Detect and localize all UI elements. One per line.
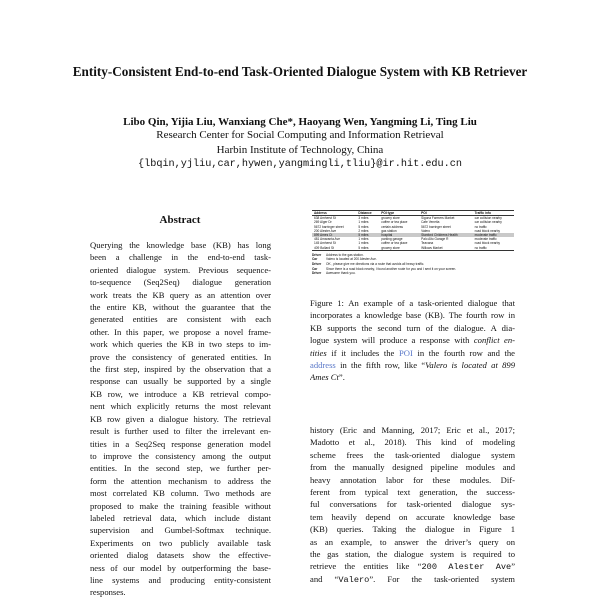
- caption-segment: address: [310, 360, 336, 371]
- caption-line: [310, 371, 515, 383]
- figure-caption: [310, 297, 515, 384]
- body-segment: retrieve the entities like “: [310, 561, 422, 572]
- abstract-line: Experiments on two publicly available task: [90, 537, 271, 548]
- dialogue-speaker: Driver: [312, 271, 322, 276]
- body-segment: (KB) queries. Taking the dialogue in Figure 1: [310, 524, 515, 535]
- kb-cell: certain address: [381, 224, 404, 229]
- kb-cell: 2 miles: [358, 228, 369, 233]
- abstract-line: response can usually be supported by a single: [90, 376, 271, 387]
- body-segment: heavy annotation labor for these modules. Dif-: [310, 474, 515, 485]
- kb-cell: 145 Amherst St: [314, 241, 336, 246]
- dialogue-utterance: Valero is located at 200 Alester Ave.: [326, 257, 377, 262]
- abstract-line: oriented dialogue system. Previous sequence-: [90, 264, 271, 275]
- kb-cell: 200 Alester Ave: [314, 228, 337, 233]
- dialogue-speaker: Driver: [312, 262, 322, 267]
- caption-segment: incorporates a knowledge base (KB). The fourth row in: [310, 310, 515, 321]
- kb-cell: Sigona Farmers Market: [421, 216, 455, 221]
- body-segment: ferent from typical text generation, the success-: [310, 487, 515, 498]
- abstract-line: to improve the consistency among the output: [90, 450, 271, 461]
- body-segment: history (Eric and Manning, 2017; Eric et al., 2017;: [310, 425, 515, 435]
- caption-segment: Ames Ct: [310, 372, 339, 383]
- kb-cell: hospital: [379, 233, 419, 237]
- kb-cell: Willows Market: [419, 246, 473, 251]
- kb-cell: 481 Amaranta Ave: [314, 237, 340, 242]
- kb-cell: 5672 barringer street: [421, 224, 451, 229]
- body-line: [310, 436, 515, 448]
- kb-cell: Valero: [421, 228, 431, 233]
- caption-segment: if it includes the: [326, 347, 399, 358]
- kb-cell: Stanford Childrens Health: [419, 233, 473, 237]
- kb-cell: 3 miles: [358, 216, 369, 221]
- caption-line: [310, 322, 515, 334]
- body-segment: and “: [310, 573, 339, 584]
- caption-segment: ”.: [338, 372, 345, 383]
- dialogue-speaker: Car: [312, 266, 318, 271]
- kb-cell: grocery store: [379, 246, 419, 251]
- abstract-line: work treats the KB query as an attention over: [90, 289, 271, 300]
- kb-cell: 1 miles: [358, 220, 369, 225]
- body-segment: ful conversations for task-oriented dialogue sys-: [310, 499, 515, 510]
- body-segment: the gas station, the dialogue system is required to: [310, 549, 515, 560]
- kb-cell: car collision nearby: [474, 220, 502, 225]
- caption-segment: conflict en-: [473, 335, 515, 346]
- body-line: [310, 486, 515, 498]
- kb-cell: 899 Ames Ct: [312, 233, 356, 237]
- kb-cell: 409 Bollard St: [312, 246, 356, 251]
- affiliation-line-1: Research Center for Social Computing and Information Retrieval: [156, 129, 444, 141]
- kb-cell: gas station: [381, 228, 397, 233]
- kb-cell: road block nearby: [474, 228, 500, 233]
- abstract-line: supervision and Gumbel-Softmax technique.: [90, 525, 271, 536]
- body-segment: ”. For the task-oriented system: [369, 573, 515, 584]
- kb-column-header: Address: [312, 211, 356, 216]
- abstract-line: line systems and producing entity-consistent: [90, 574, 271, 585]
- kb-cell: no traffic: [473, 246, 514, 251]
- abstract-line: ness of our model by outperforming the base-: [90, 562, 271, 573]
- body-segment: Valero: [338, 574, 370, 585]
- caption-segment: Valero is located at 899: [425, 360, 515, 371]
- abstract-line: the first step, inspired by the observation that a: [90, 364, 271, 375]
- kb-column-header: POI type: [379, 211, 419, 216]
- kb-cell: Teavana: [421, 241, 434, 246]
- caption-line: [310, 309, 515, 321]
- figure-1: [312, 210, 514, 281]
- kb-cell: moderate traffic: [473, 233, 514, 237]
- caption-segment: logue system will produce a response with: [310, 335, 474, 346]
- kb-column-header: POI: [419, 211, 473, 216]
- dialogue-utterance: Address to the gas station.: [326, 252, 364, 257]
- abstract-heading: Abstract: [159, 214, 201, 226]
- kb-cell: 1 miles: [358, 241, 369, 246]
- kb-cell: Palo Alto Garage R: [421, 237, 449, 242]
- kb-cell: 1 miles: [358, 237, 369, 242]
- abstract-line: generated entities are consistent with each: [90, 314, 271, 325]
- kb-cell: grocery store: [381, 216, 400, 221]
- kb-table-row: [312, 246, 514, 251]
- intro-body-text: [310, 424, 515, 585]
- dialogue-utterance: OK , please give me directions via a route that avoids all heavy traffic.: [326, 262, 425, 267]
- body-segment: from the manually designed pipeline modules and: [310, 462, 515, 473]
- caption-segment: in the fourth row and the: [412, 347, 515, 358]
- caption-segment: POI: [398, 347, 413, 358]
- kb-cell: 5 miles: [356, 246, 379, 251]
- dialogue-speaker: Driver: [312, 252, 322, 257]
- kb-cell: coffee or tea place: [381, 220, 408, 225]
- body-line: [310, 461, 515, 473]
- body-line: [310, 560, 515, 572]
- dialogue-speaker: Car: [312, 257, 318, 262]
- abstract-line: KB row, we introduce a KB retrieval compo-: [90, 388, 271, 399]
- body-segment: tem heavily depend on accurate knowledge base: [310, 511, 515, 522]
- caption-line: [310, 334, 515, 346]
- abstract-line: most correlated KB column. Two methods are: [90, 488, 271, 499]
- kb-cell: road block nearby: [474, 241, 500, 246]
- abstract-line: work which queries the KB in two steps to im-: [90, 339, 271, 350]
- kb-table-body: [312, 216, 514, 251]
- abstract-line: KB row given a dialogue history. The retrieval: [90, 413, 271, 424]
- kb-cell: moderate traffic: [474, 237, 497, 242]
- caption-segment: in the fifth row, like “: [335, 360, 426, 371]
- body-line: [310, 498, 515, 510]
- body-segment: ”: [511, 561, 515, 572]
- affiliation-line-2: Harbin Institute of Technology, China: [216, 144, 384, 156]
- body-line: [310, 449, 515, 461]
- caption-segment: KB supports the second turn of the dialogue. A dia-: [310, 322, 515, 333]
- kb-cell: parking garage: [381, 237, 403, 242]
- abstract-line: entities. In the second step, we further per-: [90, 463, 271, 474]
- caption-line: [310, 359, 515, 371]
- dialogue-turn: [312, 271, 514, 276]
- body-line: [310, 474, 515, 486]
- body-line: [310, 511, 515, 523]
- abstract-line: other. In this paper, we propose a novel frame-: [90, 326, 271, 337]
- abstract-line: responses.: [90, 587, 126, 598]
- abstract-body: [90, 239, 271, 599]
- kb-cell: 5 miles: [356, 233, 379, 237]
- dialogue-transcript: [312, 253, 514, 276]
- abstract-line: prove the consistency of generated entities. In: [90, 351, 271, 362]
- body-line: [310, 548, 515, 560]
- dialogue-utterance: Since there is a road block nearby, I found another route for you and I sent it on your screen.: [326, 266, 457, 271]
- body-segment: scheme frees the task-oriented dialogue system: [310, 449, 515, 460]
- body-line: [310, 424, 515, 436]
- kb-column-header: Traffic info: [473, 211, 514, 216]
- caption-line: [310, 297, 515, 309]
- author-list: Libo Qin, Yijia Liu, Wanxiang Che*, Haoyang Wen, Yangming Li, Ting Liu: [123, 116, 477, 128]
- body-segment: as an example, to answer the driver’s query on: [310, 536, 515, 547]
- abstract-line: to-sequence (Seq2Seq) dialogue generation: [90, 277, 271, 288]
- body-segment: 200 Alester Ave: [421, 562, 512, 573]
- body-segment: Madotto et al., 2018). This kind of modeling: [310, 437, 515, 448]
- paper-title: Entity-Consistent End-to-end Task-Oriented Dialogue System with KB Retriever: [72, 64, 528, 79]
- kb-cell: 5 miles: [358, 224, 369, 229]
- abstract-line: tities in a Seq2Seq response generation model: [90, 438, 271, 449]
- abstract-line: nent which explicitly returns the most relevant: [90, 401, 271, 412]
- body-line: [310, 523, 515, 535]
- kb-table: [312, 210, 514, 251]
- abstract-line: the entire KB, without the guarantee that the: [90, 302, 271, 313]
- dialogue-utterance: Awesome thank you.: [326, 271, 356, 276]
- kb-cell: no traffic: [474, 224, 487, 229]
- author-email: {lbqin,yjliu,car,hywen,yangmingli,tliu}@ir.hit.edu.cn: [137, 159, 462, 170]
- body-line: [310, 573, 515, 585]
- kb-cell: 5672 barringer street: [314, 224, 344, 229]
- abstract-line: form the attention mechanism to address the: [90, 475, 271, 486]
- caption-segment: tities: [310, 347, 327, 358]
- abstract-line: oriented dialog datasets show the effective-: [90, 550, 271, 561]
- body-line: [310, 536, 515, 548]
- abstract-line: labeled retrieval data, which include distant: [90, 512, 271, 523]
- kb-cell: coffee or tea place: [381, 241, 408, 246]
- kb-cell: 638 Amherst St: [314, 216, 336, 221]
- kb-cell: Cafe Venetia: [421, 220, 440, 225]
- caption-line: [310, 347, 515, 359]
- kb-column-header: Distance: [356, 211, 379, 216]
- kb-cell: 269 Alger Dr: [314, 220, 332, 225]
- abstract-line: proposed to make the training feasible without: [90, 500, 271, 511]
- abstract-line: result is further used to filter the irrelevant en-: [90, 426, 271, 437]
- caption-segment: Figure 1: An example of a task-oriented dialogue that: [310, 298, 515, 308]
- abstract-line: Querying the knowledge base (KB) has long: [90, 240, 271, 250]
- abstract-line: been a challenge in the end-to-end task-: [90, 252, 271, 263]
- kb-cell: car collision nearby: [474, 216, 502, 221]
